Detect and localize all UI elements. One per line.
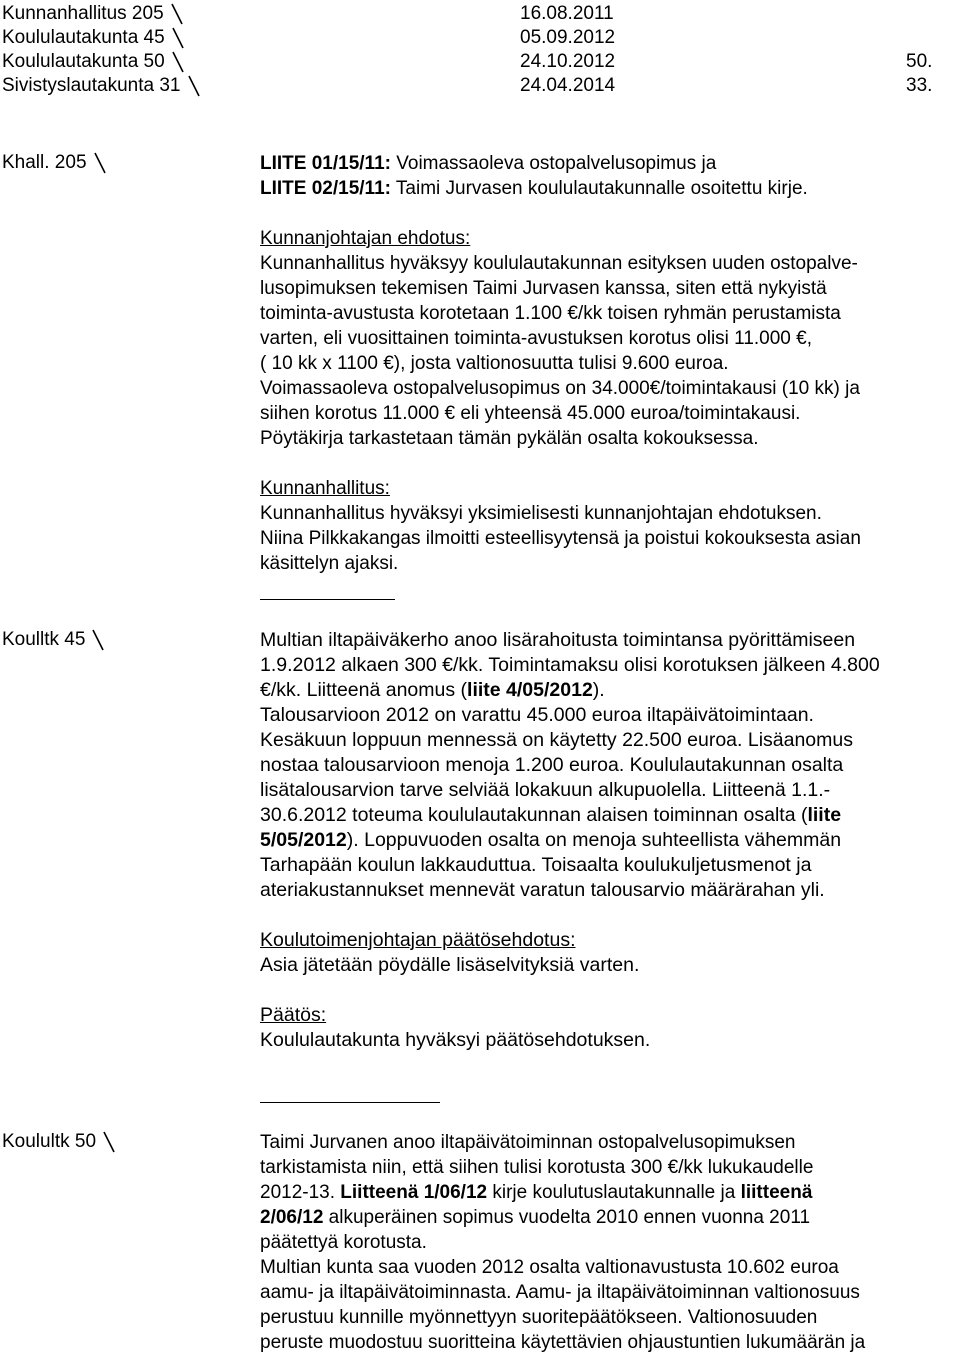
- body-line: päätettyä korotusta.: [260, 1232, 427, 1253]
- proposal-heading: Kunnanjohtajan ehdotus:: [260, 228, 471, 249]
- body-line: Asia jätetään pöydälle lisäselvityksiä varten.: [260, 954, 640, 976]
- proposal-heading: Koulutoimenjohtajan päätösehdotus:: [260, 929, 576, 951]
- body-line: 5/05/2012). Loppuvuoden osalta on menoja suhteellista vähemmän: [260, 829, 842, 851]
- body-line: nostaa talousarvioon menoja 1.200 euroa. Koululautakunnan osalta: [260, 754, 844, 776]
- section-sign-icon: [171, 27, 185, 49]
- header-date: 16.08.2011: [520, 3, 614, 24]
- body-line: Kunnanhallitus hyväksyy koululautakunnan esityksen uuden ostopalve-: [260, 253, 858, 274]
- section-sign-icon: [170, 3, 184, 25]
- decision-heading: Päätös:: [260, 1004, 327, 1026]
- section-divider: [260, 599, 395, 600]
- body-line: Tarhapään koulun lakkauduttua. Toisaalta koulukuljetusmenot ja: [260, 854, 812, 876]
- header-date: 24.04.2014: [520, 75, 616, 96]
- attachment-line: LIITE 02/15/11: Taimi Jurvasen koululautakunnalle osoitettu kirje.: [260, 178, 808, 199]
- body-line: Voimassaoleva ostopalvelusopimus on 34.000€/toimintakausi (10 kk) ja: [260, 378, 860, 399]
- attachment-line: LIITE 01/15/11: Voimassaoleva ostopalvelusopimus ja: [260, 153, 717, 174]
- body-line: €/kk. Liitteenä anomus (liite 4/05/2012).: [260, 679, 605, 701]
- body-line: perustuu kunnille myönnettyyn suoritepäätökseen. Valtionosuuden: [260, 1307, 818, 1328]
- header-meeting: Sivistyslautakunta 31: [2, 74, 201, 98]
- body-line: Kesäkuun loppuun mennessä on käytetty 22.500 euroa. Lisäanomus: [260, 729, 853, 751]
- header-date: 05.09.2012: [520, 27, 616, 48]
- body-line: ( 10 kk x 1100 €), josta valtionosuutta tulisi 9.600 euroa.: [260, 353, 729, 374]
- section-body-khall: [260, 151, 950, 576]
- body-line: Kunnanhallitus hyväksyi yksimielisesti kunnanjohtajan ehdotuksen.: [260, 503, 822, 524]
- section-divider: [260, 1102, 440, 1103]
- body-line: Multian iltapäiväkerho anoo lisärahoitusta toimintansa pyörittämiseen: [260, 629, 856, 651]
- section-label-khall: Khall. 205: [2, 151, 107, 175]
- body-line: 30.6.2012 toteuma koululautakunnan alaisen toiminnan osalta (liite: [260, 804, 842, 826]
- header-meeting: Kunnanhallitus 205: [2, 2, 184, 26]
- body-line: varten, eli vuosittainen toiminta-avustuksen korotus olisi 11.000 €,: [260, 328, 813, 349]
- header-meeting: Koululautakunta 50: [2, 50, 185, 74]
- body-line: ateriakustannukset mennevät varatun talousarvio määrärahan yli.: [260, 879, 825, 901]
- section-sign-icon: [171, 51, 185, 73]
- body-line: Niina Pilkkakangas ilmoitti esteellisyytensä ja poistui kokouksesta asian: [260, 528, 861, 549]
- header-meeting: Koululautakunta 45: [2, 26, 185, 50]
- body-line: siihen korotus 11.000 € eli yhteensä 45.000 euroa/toimintakausi.: [260, 403, 801, 424]
- section-label-koulultk50: Koulultk 50: [2, 1130, 116, 1154]
- section-body-koulultk50: [260, 1130, 950, 1355]
- section-sign-icon: [102, 1131, 116, 1153]
- body-line: 2012-13. Liitteenä 1/06/12 kirje koulutuslautakunnalle ja liitteenä: [260, 1182, 813, 1203]
- body-line: peruste muodostuu suoritteina käytettävien ohjaustuntien lukumäärän ja: [260, 1332, 866, 1353]
- body-line: käsittelyn ajaksi.: [260, 553, 399, 574]
- header-date: 24.10.2012: [520, 51, 616, 72]
- section-sign-icon: [93, 152, 107, 174]
- body-line: Pöytäkirja tarkastetaan tämän pykälän osalta kokouksessa.: [260, 428, 759, 449]
- body-line: aamu- ja iltapäivätoiminnasta. Aamu- ja iltapäivätoiminnan valtionosuus: [260, 1282, 860, 1303]
- section-label-koulltk45: Koulltk 45: [2, 628, 105, 652]
- body-line: tarkistamista niin, että siihen tulisi korotusta 300 €/kk lukukaudelle: [260, 1157, 814, 1178]
- body-line: 1.9.2012 alkaen 300 €/kk. Toimintamaksu olisi korotuksen jälkeen 4.800: [260, 654, 880, 676]
- body-line: Multian kunta saa vuoden 2012 osalta valtionavustusta 10.602 euroa: [260, 1257, 839, 1278]
- section-sign-icon: [187, 75, 201, 97]
- body-line: toiminta-avustusta korotetaan 1.100 €/kk toisen ryhmän perustamista: [260, 303, 841, 324]
- body-line: 2/06/12 alkuperäinen sopimus vuodelta 2010 ennen vuonna 2011: [260, 1207, 811, 1228]
- body-line: Taimi Jurvanen anoo iltapäivätoiminnan ostopalvelusopimuksen: [260, 1132, 796, 1153]
- body-line: Koululautakunta hyväksyi päätösehdotuksen.: [260, 1029, 651, 1051]
- body-line: lisätalousarvion tarve selviää lokakuun alkupuolella. Liitteenä 1.1.-: [260, 779, 831, 801]
- header-number: 50.: [906, 51, 933, 72]
- header-number: 33.: [906, 75, 933, 96]
- section-sign-icon: [91, 629, 105, 651]
- body-line: lusopimuksen tekemisen Taimi Jurvasen kanssa, siten että nykyistä: [260, 278, 827, 299]
- section-body-koulltk45: [260, 628, 950, 1053]
- body-line: Talousarvioon 2012 on varattu 45.000 euroa iltapäivätoimintaan.: [260, 704, 814, 726]
- decision-heading: Kunnanhallitus:: [260, 478, 390, 499]
